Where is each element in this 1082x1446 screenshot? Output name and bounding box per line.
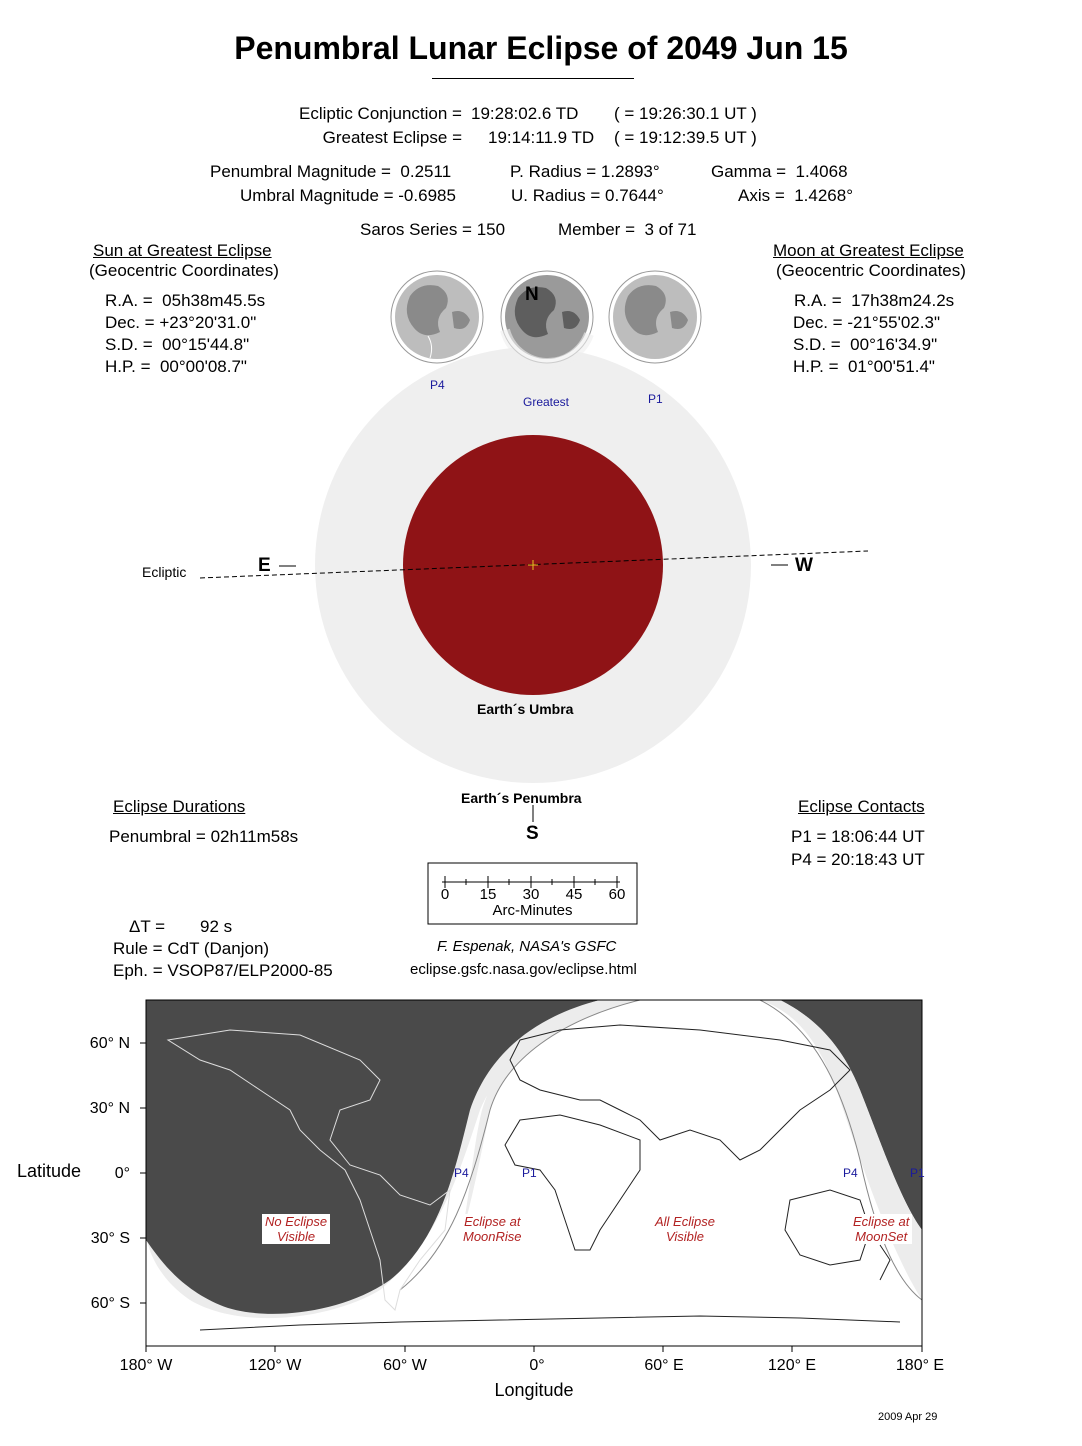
penumbral-duration: Penumbral = 02h11m58s	[109, 827, 299, 846]
lon-label: 120° W	[248, 1357, 302, 1374]
zone-moonrise-line1: Eclipse at	[460, 1214, 525, 1229]
lon-label: 180° E	[895, 1357, 945, 1374]
zone-all-visible-line1: All Eclipse	[655, 1214, 715, 1229]
moon-greatest-label: Greatest	[523, 395, 570, 409]
lat-label-30s: 30° S	[90, 1230, 130, 1247]
zone-moonrise	[460, 1214, 525, 1244]
credit-url[interactable]: eclipse.gsfc.nasa.gov/eclipse.html	[410, 961, 637, 978]
lon-label: 180° W	[119, 1357, 173, 1374]
moon-p1-label: P1	[648, 392, 663, 406]
credit-author: F. Espenak, NASA's GSFC	[437, 938, 617, 955]
moon-ra: R.A. = 17h38m24.2s	[794, 291, 955, 310]
conjunction-label: Ecliptic Conjunction =	[298, 104, 462, 123]
ecliptic-label: Ecliptic	[142, 564, 187, 580]
umbral-magnitude: Umbral Magnitude = -0.6985	[240, 186, 456, 205]
moon-subheading: (Geocentric Coordinates)	[776, 261, 966, 280]
moon-heading: Moon at Greatest Eclipse	[773, 241, 964, 260]
contact-p4: P4 = 20:18:43 UT	[791, 850, 925, 869]
lat-label-60n: 60° N	[89, 1035, 130, 1052]
moon-hp: H.P. = 01°00'51.4"	[793, 357, 935, 376]
west-label: W	[795, 555, 813, 576]
sun-hp: H.P. = 00°00'08.7"	[105, 357, 247, 376]
conjunction-td: 19:28:02.6 TD	[471, 104, 579, 123]
scale-tick-label: 30	[522, 886, 540, 903]
zone-moonset-line1: Eclipse at	[850, 1214, 912, 1229]
lon-label: 60° E	[644, 1357, 684, 1374]
durations-heading: Eclipse Durations	[113, 797, 246, 816]
penumbral-magnitude: Penumbral Magnitude = 0.2511	[210, 162, 452, 181]
sun-heading: Sun at Greatest Eclipse	[93, 241, 272, 260]
scale-tick-label: 0	[440, 886, 450, 903]
gamma: Gamma = 1.4068	[711, 162, 848, 181]
page-title: Penumbral Lunar Eclipse of 2049 Jun 15	[234, 30, 848, 66]
lat-label-30n: 30° N	[89, 1100, 130, 1117]
umbra-label: Earth´s Umbra	[477, 701, 574, 717]
moon-p4-label: P4	[430, 378, 445, 392]
date-stamp: 2009 Apr 29	[878, 1411, 938, 1423]
moon-dec: Dec. = -21°55'02.3"	[793, 313, 940, 332]
lon-label: 60° W	[383, 1357, 427, 1374]
penumbra-label: Earth´s Penumbra	[461, 790, 582, 806]
zone-moonset	[850, 1214, 912, 1244]
saros-member: Member = 3 of 71	[558, 220, 697, 239]
sun-sd: S.D. = 00°15'44.8"	[105, 335, 250, 354]
delta-t-value: 92 s	[200, 917, 233, 936]
latitude-axis-title: Latitude	[17, 1161, 82, 1181]
zone-moonset-line2: MoonSet	[850, 1229, 912, 1244]
zone-all-visible-line2: Visible	[665, 1229, 705, 1244]
greatest-label: Greatest Eclipse =	[322, 128, 462, 147]
greatest-td: 19:14:11.9 TD	[488, 128, 595, 147]
sun-ra: R.A. = 05h38m45.5s	[105, 291, 266, 310]
ephemeris: Eph. = VSOP87/ELP2000-85	[113, 961, 333, 980]
lat-label-0: 0°	[114, 1165, 130, 1182]
scale-tick-label: 45	[565, 886, 583, 903]
axis: Axis = 1.4268°	[738, 186, 854, 205]
map-p1-right: P1	[910, 1166, 925, 1180]
east-label: E	[258, 555, 271, 576]
lon-label: 0°	[529, 1357, 545, 1374]
zone-all-visible	[655, 1214, 715, 1244]
u-radius: U. Radius = 0.7644°	[511, 186, 664, 205]
zone-moonrise-line2: MoonRise	[460, 1229, 525, 1244]
delta-t-label: ΔT =	[129, 917, 166, 936]
saros-series: Saros Series = 150	[360, 220, 506, 239]
map-p1-left: P1	[522, 1166, 537, 1180]
sun-subheading: (Geocentric Coordinates)	[89, 261, 279, 280]
longitude-axis-title: Longitude	[494, 1380, 574, 1400]
p-radius: P. Radius = 1.2893°	[510, 162, 660, 181]
greatest-ut: ( = 19:12:39.5 UT )	[614, 128, 757, 147]
zone-no-eclipse-line1: No Eclipse	[262, 1214, 330, 1229]
zone-no-eclipse-line2: Visible	[262, 1229, 330, 1244]
south-label: S	[526, 823, 539, 844]
moon-sd: S.D. = 00°16'34.9"	[793, 335, 938, 354]
map-p4-right: P4	[843, 1166, 858, 1180]
lat-label-60s: 60° S	[90, 1295, 130, 1312]
contact-p1: P1 = 18:06:44 UT	[791, 827, 925, 846]
conjunction-ut: ( = 19:26:30.1 UT )	[614, 104, 757, 123]
lon-label: 120° E	[767, 1357, 817, 1374]
contacts-heading: Eclipse Contacts	[798, 797, 925, 816]
map-p4-left: P4	[454, 1166, 469, 1180]
scale-unit-label: Arc-Minutes	[492, 902, 573, 919]
north-label: N	[525, 284, 539, 305]
scale-tick-label: 15	[479, 886, 497, 903]
sun-dec: Dec. = +23°20'31.0"	[105, 313, 257, 332]
zone-no-eclipse	[262, 1214, 330, 1244]
danjon-rule: Rule = CdT (Danjon)	[113, 939, 270, 958]
scale-tick-label: 60	[608, 886, 626, 903]
